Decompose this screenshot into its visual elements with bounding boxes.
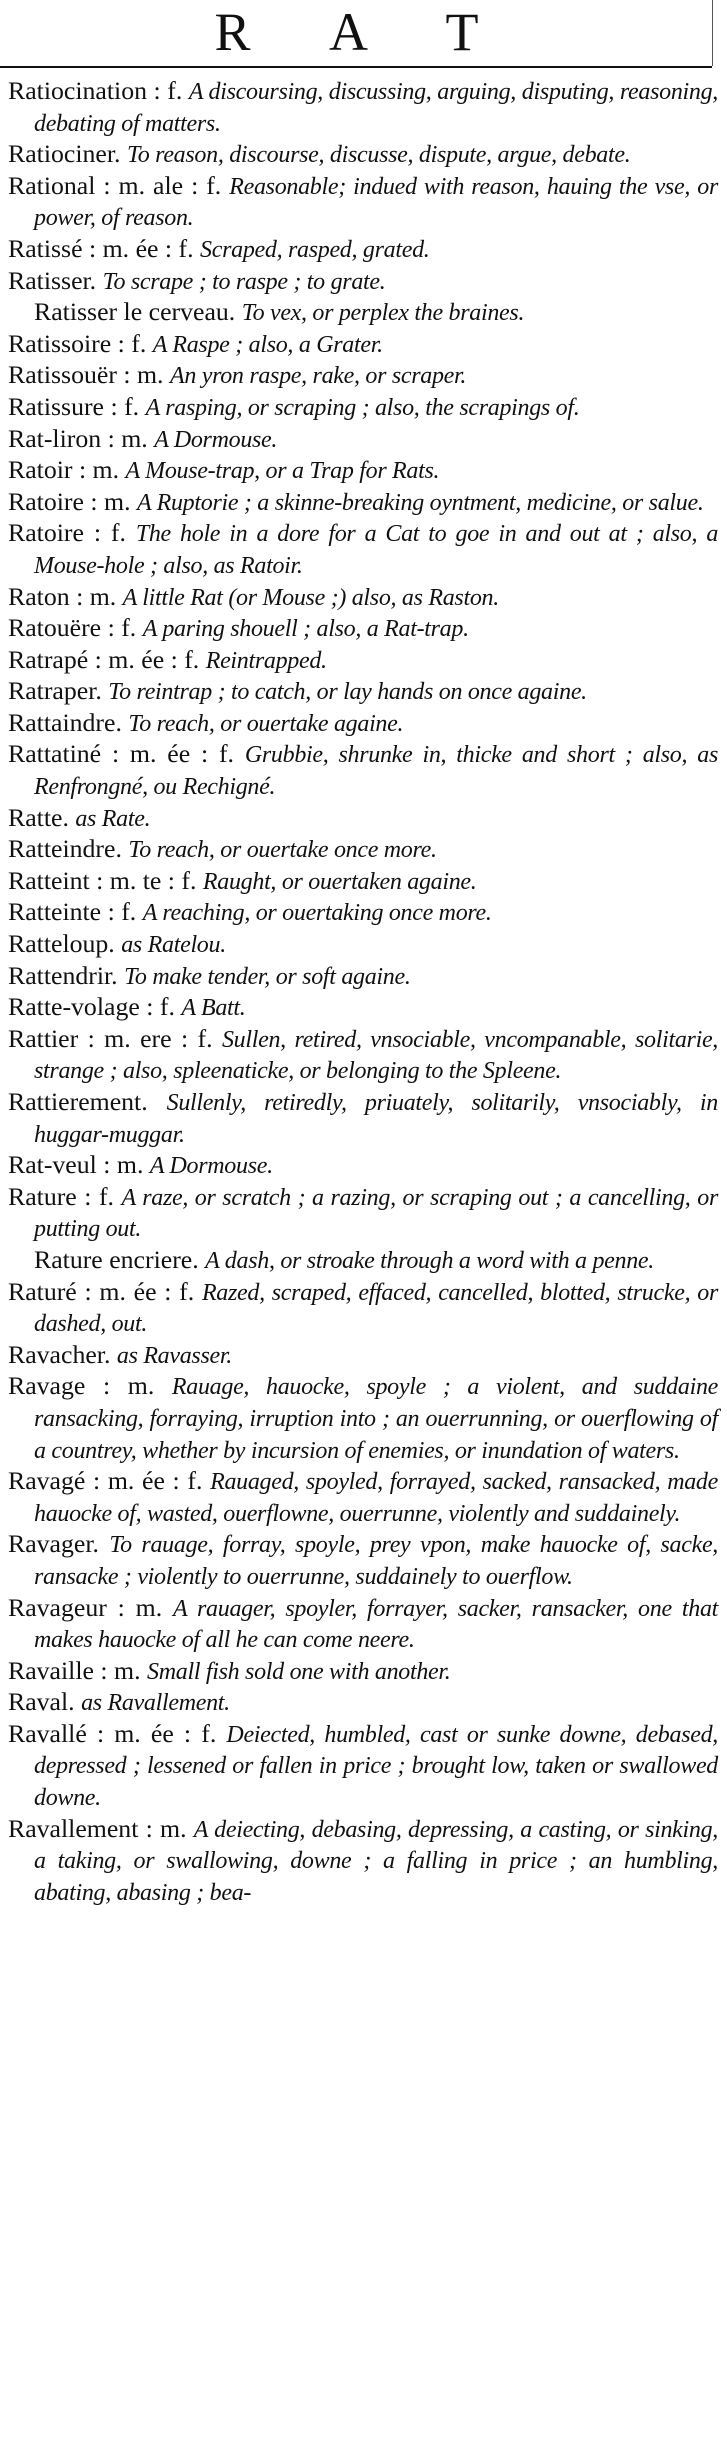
dictionary-entry [8, 866, 718, 898]
entry-definition: Deiected, humbled, cast or sunke downe, debased, depressed ; lessened or fallen in price ; brought low, taken or swallowed downe. [34, 1721, 718, 1812]
entry-headword: Ratteint [8, 865, 90, 895]
dictionary-entry [8, 739, 718, 802]
dictionary-entry [8, 234, 718, 266]
entry-headword: Ratiociner. [8, 139, 121, 169]
entry-definition: Reintrapped. [205, 647, 327, 674]
entry-definition: A rasping, or scraping ; also, the scrapings of. [145, 394, 580, 421]
entry-grammar: : f. [110, 391, 140, 421]
entry-grammar: : f. [84, 1181, 114, 1211]
header-rule [0, 66, 712, 68]
dictionary-entry [8, 676, 718, 708]
entry-headword: Ratissé [8, 233, 83, 263]
entry-definition: A dash, or stroake through a word with a penne. [205, 1247, 654, 1274]
dictionary-entry [8, 1687, 718, 1719]
entry-headword: Ratouëre [8, 613, 102, 643]
entry-grammar: : f. [146, 992, 175, 1022]
entry-headword: Rat-liron [8, 423, 102, 453]
entry-definition: Scraped, rasped, grated. [200, 236, 430, 263]
dictionary-entry [8, 1719, 718, 1814]
dictionary-entry [8, 1529, 718, 1592]
dictionary-entry [8, 360, 718, 392]
entry-definition: as Ratelou. [121, 932, 226, 959]
entry-headword: Ratoire [8, 486, 84, 516]
entry-grammar: : m. ée : f. [84, 1276, 195, 1306]
entry-definition: Sullenly, retiredly, priuately, solitarily, vnsociably, in huggar-muggar. [34, 1090, 718, 1148]
dictionary-entry [8, 139, 718, 171]
entry-definition: A deiecting, debasing, depressing, a casting, or sinking, a taking, or swallowing, downe ; a falling in price ; an humbling, abating, abasing ; bea- [34, 1816, 718, 1906]
entry-definition: A Dormouse. [154, 426, 278, 453]
dictionary-column [8, 76, 718, 1908]
dictionary-entry [8, 455, 718, 487]
entry-headword: Raton [8, 581, 70, 611]
entry-definition: as Ravallement. [81, 1690, 230, 1717]
dictionary-entry [8, 171, 718, 234]
entry-grammar: : m. ée : f. [96, 1718, 217, 1748]
entry-headword: Rattatiné [8, 739, 102, 769]
entry-definition: To reason, discourse, discusse, dispute, argue, debate. [126, 142, 631, 169]
entry-definition: To reach, or ouertake once more. [128, 837, 437, 864]
entry-definition: as Ravasser. [116, 1342, 232, 1369]
dictionary-entry [8, 645, 718, 677]
dictionary-entry [8, 1466, 718, 1529]
entry-grammar: : m. [123, 360, 164, 390]
entry-definition: Rauaged, spoyled, forrayed, sacked, ransacked, made hauocke of, wasted, ouerflowne, ouerrunne, violently and suddainely. [34, 1469, 718, 1527]
entry-definition: To rauage, forray, spoyle, prey vpon, make hauocke of, sacke, ransacke ; violently to ouerrunne, suddainely to ouerflow. [34, 1532, 718, 1590]
entry-definition: A reaching, or ouertaking once more. [142, 900, 492, 927]
dictionary-entry [8, 266, 718, 298]
entry-headword: Ratteindre. [8, 834, 122, 864]
entry-headword: Ravallé [8, 1718, 87, 1748]
entry-headword: Ratrapé [8, 644, 89, 674]
entry-headword: Ravage [8, 1371, 86, 1401]
entry-headword: Ratte. [8, 802, 69, 832]
entry-headword: Raturé [8, 1276, 77, 1306]
entry-grammar: : f. [107, 613, 137, 643]
dictionary-entry [8, 1087, 718, 1150]
entry-grammar: : m. [76, 581, 117, 611]
dictionary-entry [8, 1593, 718, 1656]
dictionary-entry [8, 803, 718, 835]
entry-grammar: : m. [102, 1371, 155, 1401]
entry-definition: To reintrap ; to catch, or lay hands on once againe. [108, 679, 587, 706]
dictionary-entry [8, 297, 718, 329]
entry-definition: Raught, or ouertaken againe. [202, 868, 477, 895]
entry-definition: A Raspe ; also, a Grater. [152, 331, 383, 358]
entry-definition: The hole in a dore for a Cat to goe in and out at ; also, a Mouse-hole ; also, as Ratoir. [34, 521, 719, 579]
dictionary-entry [8, 1150, 718, 1182]
entry-grammar: : m. ée : f. [111, 739, 235, 769]
entry-headword: Ratisser. [8, 265, 97, 295]
entry-definition: Reasonable; indued with reason, hauing the vse, or power, of reason. [34, 173, 718, 232]
dictionary-entry [8, 1182, 718, 1245]
entry-headword: Ravallement [8, 1813, 139, 1843]
dictionary-entry [8, 929, 718, 961]
entry-definition: A Ruptorie ; a skinne-breaking oyntment, medicine, or salue. [136, 489, 704, 516]
page-header [0, 0, 727, 70]
dictionary-entry [8, 424, 718, 456]
entry-definition: A raze, or scratch ; a razing, or scraping out ; a cancelling, or putting out. [34, 1184, 718, 1243]
dictionary-entry [8, 1656, 718, 1688]
entry-definition: To vex, or perplex the braines. [241, 300, 525, 327]
dictionary-entry [8, 518, 718, 581]
entry-headword: Ratteloup. [8, 929, 115, 959]
entry-headword: Rature encriere. [34, 1244, 199, 1274]
entry-definition: To scrape ; to raspe ; to grate. [102, 268, 386, 295]
entry-headword: Ratissure [8, 391, 105, 421]
entry-grammar: : m. ée : f. [94, 644, 200, 674]
entry-headword: Rational [8, 170, 96, 200]
dictionary-entry [8, 76, 718, 139]
entry-headword: Ratissoire [8, 328, 112, 358]
entry-headword: Rattier [8, 1023, 79, 1053]
entry-grammar: : m. [103, 1150, 144, 1180]
entry-definition: Small fish sold one with another. [147, 1658, 451, 1685]
entry-definition: Razed, scraped, effaced, cancelled, blotted, strucke, or dashed, out. [34, 1279, 718, 1338]
entry-grammar: : f. [93, 518, 126, 548]
entry-headword: Ratte-volage [8, 992, 140, 1022]
dictionary-entry [8, 708, 718, 740]
entry-grammar: : m. [78, 455, 120, 485]
entry-grammar: : m. [100, 1655, 141, 1685]
entry-headword: Ratraper. [8, 676, 102, 706]
entry-headword: Ratiocination [8, 76, 147, 105]
entry-definition: as Rate. [75, 805, 151, 832]
entry-grammar: : m. ere : f. [87, 1023, 213, 1053]
entry-definition: To make tender, or soft againe. [124, 963, 411, 990]
entry-definition: A Dormouse. [149, 1153, 273, 1180]
entry-definition: An yron raspe, rake, or scraper. [169, 363, 467, 390]
entry-grammar: : m. ale : f. [103, 170, 222, 200]
entry-grammar: : f. [153, 76, 183, 105]
entry-headword: Rattaindre. [8, 707, 122, 737]
entry-headword: Ratoire [8, 518, 84, 548]
entry-grammar: : m. [145, 1813, 187, 1843]
entry-grammar: : m. [107, 423, 148, 453]
entry-grammar: : m. te : f. [96, 865, 197, 895]
dictionary-entry [8, 1371, 718, 1466]
entry-grammar: : f. [107, 897, 137, 927]
dictionary-entry [8, 961, 718, 993]
dictionary-entry [8, 582, 718, 614]
dictionary-entry [8, 1245, 718, 1277]
dictionary-entry [8, 392, 718, 424]
entry-grammar: : f. [117, 328, 147, 358]
column-edge-rule [712, 0, 713, 66]
entry-definition: Sullen, retired, vnsociable, vncompanable, solitarie, strange ; also, spleenaticke, or belonging to the Spleene. [34, 1026, 718, 1085]
entry-definition: A rauager, spoyler, forrayer, sacker, ransacker, one that makes hauocke of all he can come neere. [34, 1595, 719, 1654]
entry-definition: A paring shouell ; also, a Rat-trap. [142, 616, 469, 643]
entry-headword: Rattierement. [8, 1087, 148, 1116]
dictionary-entry [8, 1814, 718, 1909]
dictionary-entry [8, 834, 718, 866]
entry-definition: A little Rat (or Mouse ;) also, as Raston. [122, 584, 499, 611]
entry-grammar: : m. [90, 486, 131, 516]
entry-headword: Ravacher. [8, 1339, 111, 1369]
entry-headword: Ravaille [8, 1655, 94, 1685]
entry-grammar: : m. ée : f. [93, 1466, 203, 1496]
dictionary-entry [8, 1024, 718, 1087]
entry-headword: Ratisser le cerveau. [34, 297, 236, 327]
entry-headword: Ravager. [8, 1529, 99, 1559]
dictionary-entry [8, 329, 718, 361]
entry-headword: Rature [8, 1181, 77, 1211]
entry-definition: To reach, or ouertake againe. [128, 710, 404, 737]
entry-definition: A Mouse-trap, or a Trap for Rats. [125, 458, 440, 485]
entry-headword: Ravagé [8, 1466, 86, 1496]
dictionary-entry [8, 487, 718, 519]
dictionary-entry [8, 1277, 718, 1340]
entry-definition: Grubbie, shrunke in, thicke and short ; also, as Renfrongné, ou Rechigné. [34, 742, 719, 801]
entry-headword: Rat-veul [8, 1150, 97, 1180]
dictionary-entry [8, 897, 718, 929]
dictionary-entry [8, 992, 718, 1024]
entry-definition: A Batt. [181, 995, 246, 1022]
running-head: R A T [214, 2, 513, 62]
entry-headword: Ravageur [8, 1592, 107, 1622]
entry-grammar: : m. [117, 1592, 163, 1622]
entry-headword: Ratissouër [8, 360, 117, 390]
entry-headword: Ratoir [8, 455, 73, 485]
entry-grammar: : m. ée : f. [88, 233, 194, 263]
entry-definition: Rauage, hauocke, spoyle ; a violent, and suddaine ransacking, forraying, irruption into ; an ouerrunning, or ouerflowing of a countrey, whether by incursion of enemies, or inundation of waters. [34, 1374, 718, 1464]
entry-headword: Raval. [8, 1687, 75, 1717]
dictionary-entry [8, 613, 718, 645]
entry-definition: A discoursing, discussing, arguing, disputing, reasoning, debating of matters. [34, 79, 719, 137]
dictionary-entry [8, 1340, 718, 1372]
entry-headword: Rattendrir. [8, 960, 118, 990]
entry-headword: Ratteinte [8, 897, 102, 927]
